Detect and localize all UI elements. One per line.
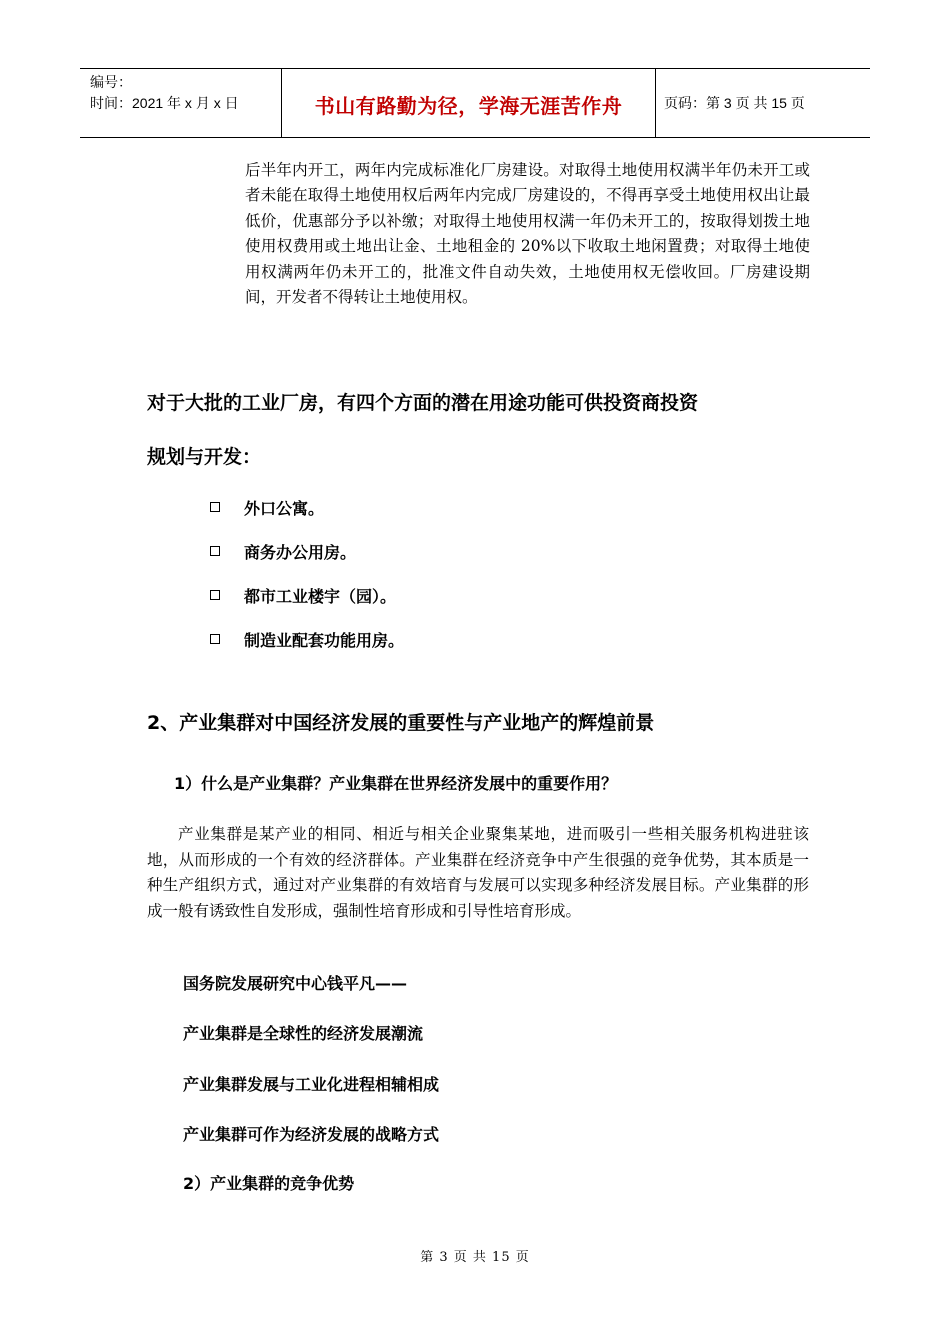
intro-line-1: 对于大批的工业厂房，有四个方面的潜在用途功能可供投资商投资 <box>147 392 699 414</box>
body-text: 产业集群是某产业的相同、相近与相关企业聚集某地，进而吸引一些相关服务机构进驻该地，从而形成的一个有效的经济群体。产业集群在经济竞争中产生很强的竞争优势，其本质是一种生产组织方式，通过对产业集群的有效培育与发展可以实现多种经济发展目标。产业集群的形成一般有诱致性自发形成，强制性培育形成和引导性培育形成。 <box>147 825 809 920</box>
cluster-definition-paragraph <box>147 822 809 924</box>
document-date: 时间：2021 年 x 月 x 日 <box>90 95 239 111</box>
subsection-heading-2: 2）产业集群的竞争优势 <box>183 1174 355 1193</box>
bullet-text: 外口公寓。 <box>244 498 325 518</box>
bullet-item <box>210 540 404 562</box>
quoted-policy-text <box>245 158 810 310</box>
square-bullet-icon <box>210 590 220 600</box>
header-table <box>80 68 870 138</box>
key-point: 产业集群可作为经济发展的战略方式 <box>183 1125 440 1144</box>
subsection-heading-1: 1）什么是产业集群？产业集群在世界经济发展中的重要作用？ <box>174 774 618 793</box>
section-heading: 2、产业集群对中国经济发展的重要性与产业地产的辉煌前景 <box>147 712 655 734</box>
square-bullet-icon <box>210 502 220 512</box>
square-bullet-icon <box>210 634 220 644</box>
quoted-paragraph: 后半年内开工，两年内完成标准化厂房建设。对取得土地使用权满半年仍未开工或者未能在取得土地使用权后两年内完成厂房建设的，不得再享受土地使用权出让最低价，优惠部分予以补缴；对取得土地使用权满一年仍未开工的，按取得划拨土地使用权费用或土地出让金、土地租金的 20%以下收取土地闲置费；对取得土地使用权满两年仍未开工的，批准文件自动失效，土地使用权无偿收回。厂房建设期间，开发者不得转让土地使用权。 <box>245 161 810 307</box>
intro-line-2: 规划与开发： <box>147 446 262 468</box>
usage-bullet-list <box>210 496 404 672</box>
bullet-item <box>210 584 404 606</box>
header-page-number: 页码：第 3 页 共 15 页 <box>664 95 805 111</box>
bullet-text: 都市工业楼宇（园）。 <box>244 586 397 606</box>
bullet-text: 商务办公用房。 <box>244 542 357 562</box>
quote-author: 国务院发展研究中心钱平凡—— <box>183 974 408 993</box>
header-meta <box>80 69 282 137</box>
header-motto: 书山有路勤为径，学海无涯苦作舟 <box>282 69 656 137</box>
document-number-label: 编号： <box>90 74 132 90</box>
square-bullet-icon <box>210 546 220 556</box>
key-point: 产业集群是全球性的经济发展潮流 <box>183 1024 424 1043</box>
bullet-item <box>210 628 404 650</box>
bullet-text: 制造业配套功能用房。 <box>244 630 405 650</box>
key-point: 产业集群发展与工业化进程相辅相成 <box>183 1075 440 1094</box>
bullet-item <box>210 496 404 518</box>
page-footer: 第 3 页 共 15 页 <box>420 1250 530 1265</box>
